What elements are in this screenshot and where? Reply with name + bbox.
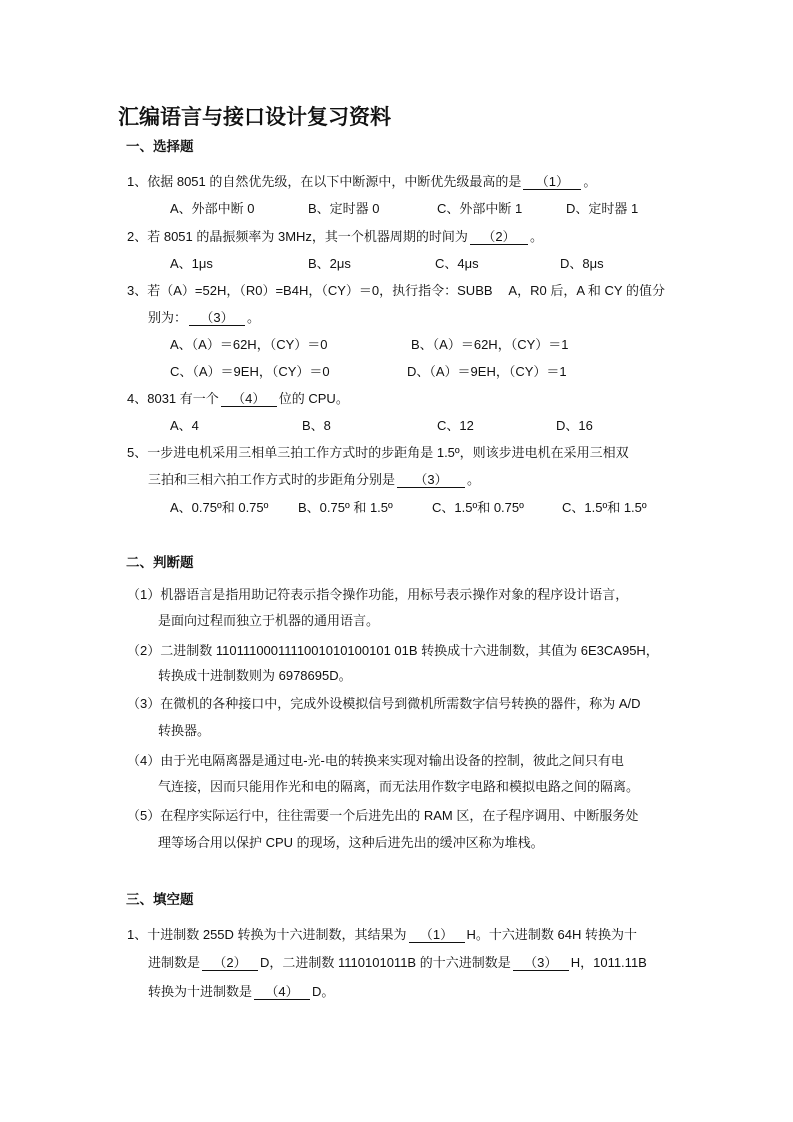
option: A、（A）＝62H，（CY）＝0 — [170, 337, 328, 352]
option: B、0.75º 和 1.5º — [298, 500, 393, 515]
option: C、1.5º和 1.5º — [562, 500, 647, 515]
option: D、16 — [556, 418, 593, 433]
question-text: 。 — [583, 174, 597, 189]
question-text: 2、若 8051 的晶振频率为 3MHz，其一个机器周期的时间为 — [127, 229, 468, 244]
judge-item-1: （1）机器语言是指用助记符表示指令操作功能，用标号表示操作对象的程序设计语言， — [127, 587, 629, 602]
question-4 — [127, 390, 349, 408]
answer-blank: （3） — [397, 472, 465, 488]
option: A、1μs — [170, 256, 213, 271]
judge-item-3-cont: 转换器。 — [158, 723, 211, 738]
answer-blank: （1） — [523, 174, 581, 190]
option: C、1.5º和 0.75º — [432, 500, 524, 515]
question-text: 。 — [467, 472, 481, 487]
option: C、外部中断 1 — [437, 201, 523, 216]
option: C、4μs — [435, 256, 479, 271]
judge-item-2-cont: 转换成十进制数则为 6978695D。 — [158, 668, 352, 683]
judge-item-5: （5）在程序实际运行中，往往需要一个后进先出的 RAM 区，在子程序调用、中断服务处 — [127, 808, 639, 823]
question-5-cont — [148, 471, 480, 489]
question-text: 4、8031 有一个 — [127, 391, 219, 406]
question-1 — [127, 173, 596, 191]
answer-blank: （1） — [409, 927, 465, 943]
question-text: 。 — [529, 229, 543, 244]
question-3-cont — [148, 309, 260, 327]
judge-item-4-cont: 气连接，因而只能用作光和电的隔离，而无法用作数字电路和模拟电路之间的隔离。 — [158, 779, 640, 794]
question-text: D。 — [312, 984, 335, 999]
answer-blank: （2） — [202, 955, 258, 971]
question-text: D，二进制数 1110101011B 的十六进制数是 — [260, 955, 511, 970]
question-text: H，1011.11B — [570, 955, 647, 970]
fill-question-1 — [127, 926, 637, 944]
fill-question-1-cont2 — [148, 983, 334, 1001]
option: A、4 — [170, 418, 199, 433]
question-5: 5、一步进电机采用三相单三拍工作方式时的步距角是 1.5º，则该步进电机在采用三相双 — [127, 445, 629, 460]
question-text: 别为： — [148, 310, 188, 325]
section-heading-fill: 三、填空题 — [126, 892, 194, 907]
option: B、2μs — [308, 256, 351, 271]
judge-item-2: （2）二进制数 1101110001111001010100101 01B 转换成十六进制数，其值为 6E3CA95H， — [127, 643, 659, 658]
option: A、外部中断 0 — [170, 201, 255, 216]
option: D、8μs — [560, 256, 604, 271]
answer-blank: （4） — [254, 984, 310, 1000]
question-text: 1、依据 8051 的自然优先级，在以下中断源中，中断优先级最高的是 — [127, 174, 522, 189]
option: B、8 — [302, 418, 331, 433]
judge-item-4: （4）由于光电隔离器是通过电-光-电的转换来实现对输出设备的控制，彼此之间只有电 — [127, 753, 624, 768]
option: B、（A）＝62H，（CY）＝1 — [411, 337, 569, 352]
judge-item-3: （3）在微机的各种接口中，完成外设模拟信号到微机所需数字信号转换的器件，称为 A/D — [127, 696, 641, 711]
option: A、0.75º和 0.75º — [170, 500, 269, 515]
judge-item-5-cont: 理等场合用以保护 CPU 的现场，这种后进先出的缓冲区称为堆栈。 — [158, 835, 544, 850]
question-text: 转换为十进制数是 — [148, 984, 253, 999]
question-2 — [127, 228, 543, 246]
question-text: 进制数是 — [148, 955, 201, 970]
option: D、（A）＝9EH，（CY）＝1 — [407, 364, 567, 379]
judge-item-1-cont: 是面向过程而独立于机器的通用语言。 — [158, 613, 380, 628]
question-text: 位的 CPU。 — [278, 391, 349, 406]
answer-blank: （3） — [513, 955, 569, 971]
option: D、定时器 1 — [566, 201, 639, 216]
page-title: 汇编语言与接口设计复习资料 — [118, 106, 391, 129]
question-text: 1、十进制数 255D 转换为十六进制数，其结果为 — [127, 927, 407, 942]
question-3: 3、若（A）=52H，（R0）=B4H，（CY）＝0，执行指令：SUBB A，R0 后，A 和 CY 的值分 — [127, 283, 665, 298]
option: C、12 — [437, 418, 474, 433]
answer-blank: （3） — [189, 310, 245, 326]
section-heading-choice: 一、选择题 — [126, 139, 194, 154]
question-text: H。十六进制数 64H 转换为十 — [466, 927, 638, 942]
answer-blank: （2） — [470, 229, 528, 245]
answer-blank: （4） — [221, 391, 277, 407]
question-text: 三拍和三相六拍工作方式时的步距角分别是 — [148, 472, 396, 487]
fill-question-1-cont — [148, 954, 647, 972]
option: B、定时器 0 — [308, 201, 380, 216]
option: C、（A）＝9EH，（CY）＝0 — [170, 364, 330, 379]
question-text: 。 — [247, 310, 261, 325]
section-heading-judge: 二、判断题 — [126, 555, 194, 570]
